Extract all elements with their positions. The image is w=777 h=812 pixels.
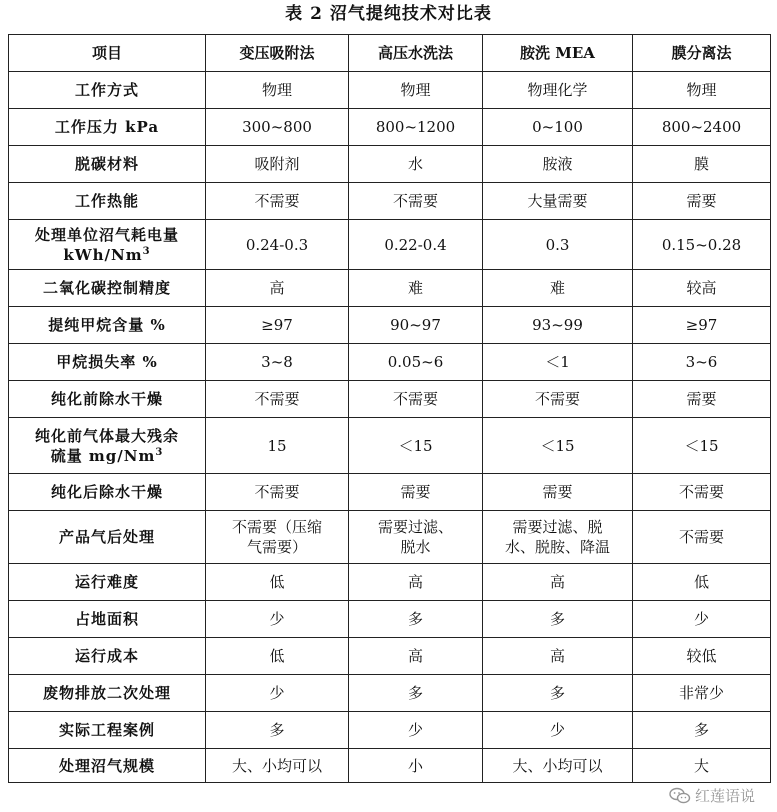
row-label: 运行成本 [9,638,206,675]
table-row [9,511,771,564]
table-row [9,183,771,220]
cell-line: 需要过滤、 [377,518,453,536]
table-row [9,270,771,307]
table-cell [206,511,349,564]
table-cell: ＜1 [483,344,633,381]
table-cell: 需要 [349,474,483,511]
row-label: 工作热能 [9,183,206,220]
table-cell: 大 [633,749,771,783]
table-cell: 不需要 [349,381,483,418]
table-cell: 多 [483,601,633,638]
table-cell [633,511,771,564]
row-label-line: kWh/Nm [63,245,143,264]
table-cell: 800~2400 [633,109,771,146]
table-cell: 低 [633,564,771,601]
row-label: 产品气后处理 [9,511,206,564]
table-cell: 物理 [349,72,483,109]
cell-line: 水、脱胺、降温 [504,538,610,556]
table-cell: 少 [206,675,349,712]
table-cell: 高 [206,270,349,307]
table-cell: 93~99 [483,307,633,344]
table-cell: 少 [483,712,633,749]
table-cell: 多 [206,712,349,749]
cell-line: 不需要 [678,528,724,546]
table-cell [483,511,633,564]
table-cell: 不需要 [206,474,349,511]
row-label: 纯化后除水干燥 [9,474,206,511]
unit-superscript: 3 [155,446,164,458]
row-label-line: 纯化前气体最大残余 [34,426,179,445]
table-cell: 300~800 [206,109,349,146]
table-cell: 难 [483,270,633,307]
table-row [9,601,771,638]
table-cell: 高 [349,564,483,601]
table-cell: 0.05~6 [349,344,483,381]
table-cell: 0.24-0.3 [206,220,349,270]
table-cell: 物理 [633,72,771,109]
row-label: 废物排放二次处理 [9,675,206,712]
table-cell: 吸附剂 [206,146,349,183]
table-cell: 多 [483,675,633,712]
row-label: 工作压力 kPa [9,109,206,146]
row-label-line: 硫量 mg/Nm [50,446,156,465]
table-cell: 少 [633,601,771,638]
table-row [9,381,771,418]
row-label: 提纯甲烷含量 % [9,307,206,344]
table-cell: 低 [206,638,349,675]
row-label: 实际工程案例 [9,712,206,749]
table-cell: 不需要 [206,183,349,220]
table-row [9,418,771,474]
table-row [9,564,771,601]
table-row [9,72,771,109]
row-label: 二氧化碳控制精度 [9,270,206,307]
table-cell: 少 [206,601,349,638]
table-cell: 较低 [633,638,771,675]
table-cell: 低 [206,564,349,601]
table-cell: 物理化学 [483,72,633,109]
table-cell: 不需要 [483,381,633,418]
row-label-line: 处理单位沼气耗电量 [34,225,179,244]
table-row [9,749,771,783]
column-header: 变压吸附法 [206,35,349,72]
table-cell: 15 [206,418,349,474]
table-row [9,675,771,712]
table-cell: 多 [633,712,771,749]
cell-line: 脱水 [400,538,431,556]
table-cell: 高 [349,638,483,675]
cell-line: 需要过滤、脱 [512,518,603,536]
row-label: 运行难度 [9,564,206,601]
table-cell [349,511,483,564]
row-label [9,418,206,474]
table-cell: 物理 [206,72,349,109]
table-cell: 非常少 [633,675,771,712]
table-cell: 胺液 [483,146,633,183]
column-header: 胺洗 MEA [483,35,633,72]
table-cell: 需要 [633,183,771,220]
cell-line: 不需要（压缩 [231,518,322,536]
table-cell: 多 [349,675,483,712]
table-caption: 表 2 沼气提纯技术对比表 [285,4,492,24]
table-row [9,109,771,146]
table-cell: 少 [349,712,483,749]
table-cell: 大、小均可以 [483,749,633,783]
row-label: 处理沼气规模 [9,749,206,783]
table-row [9,220,771,270]
wechat-icon [669,787,691,805]
column-header: 项目 [9,35,206,72]
table-cell: 0.3 [483,220,633,270]
row-label: 占地面积 [9,601,206,638]
table-cell: 0.15~0.28 [633,220,771,270]
table-cell: 较高 [633,270,771,307]
table-row [9,146,771,183]
table-cell: 0~100 [483,109,633,146]
row-label: 工作方式 [9,72,206,109]
row-label [9,220,206,270]
table-cell: 0.22-0.4 [349,220,483,270]
table-cell: 需要 [633,381,771,418]
column-header: 膜分离法 [633,35,771,72]
unit-superscript: 3 [142,245,151,257]
row-label: 甲烷损失率 % [9,344,206,381]
table-cell: 膜 [633,146,771,183]
watermark [669,785,755,806]
table-cell: ≥97 [206,307,349,344]
table-cell: 800~1200 [349,109,483,146]
column-header: 高压水洗法 [349,35,483,72]
watermark-text: 红莲语说 [694,787,755,805]
row-label: 脱碳材料 [9,146,206,183]
cell-line: 气需要） [246,538,307,556]
table-cell: 小 [349,749,483,783]
table-cell: 高 [483,564,633,601]
table-cell: 90~97 [349,307,483,344]
table-row [9,474,771,511]
table-cell: 不需要 [633,474,771,511]
table-cell: 水 [349,146,483,183]
header-row [9,35,771,72]
table-row [9,712,771,749]
table-cell: ＜15 [633,418,771,474]
table-cell: 需要 [483,474,633,511]
table-row [9,344,771,381]
table-cell: 不需要 [349,183,483,220]
table-cell: 大量需要 [483,183,633,220]
row-label: 纯化前除水干燥 [9,381,206,418]
table-cell: 3~8 [206,344,349,381]
table-row [9,638,771,675]
table-cell: ≥97 [633,307,771,344]
table-cell: 大、小均可以 [206,749,349,783]
table-cell: 不需要 [206,381,349,418]
table-cell: ＜15 [483,418,633,474]
table-cell: 难 [349,270,483,307]
table-cell: ＜15 [349,418,483,474]
table-cell: 多 [349,601,483,638]
table-cell: 3~6 [633,344,771,381]
table-cell: 高 [483,638,633,675]
table-row [9,307,771,344]
comparison-table [8,34,771,783]
